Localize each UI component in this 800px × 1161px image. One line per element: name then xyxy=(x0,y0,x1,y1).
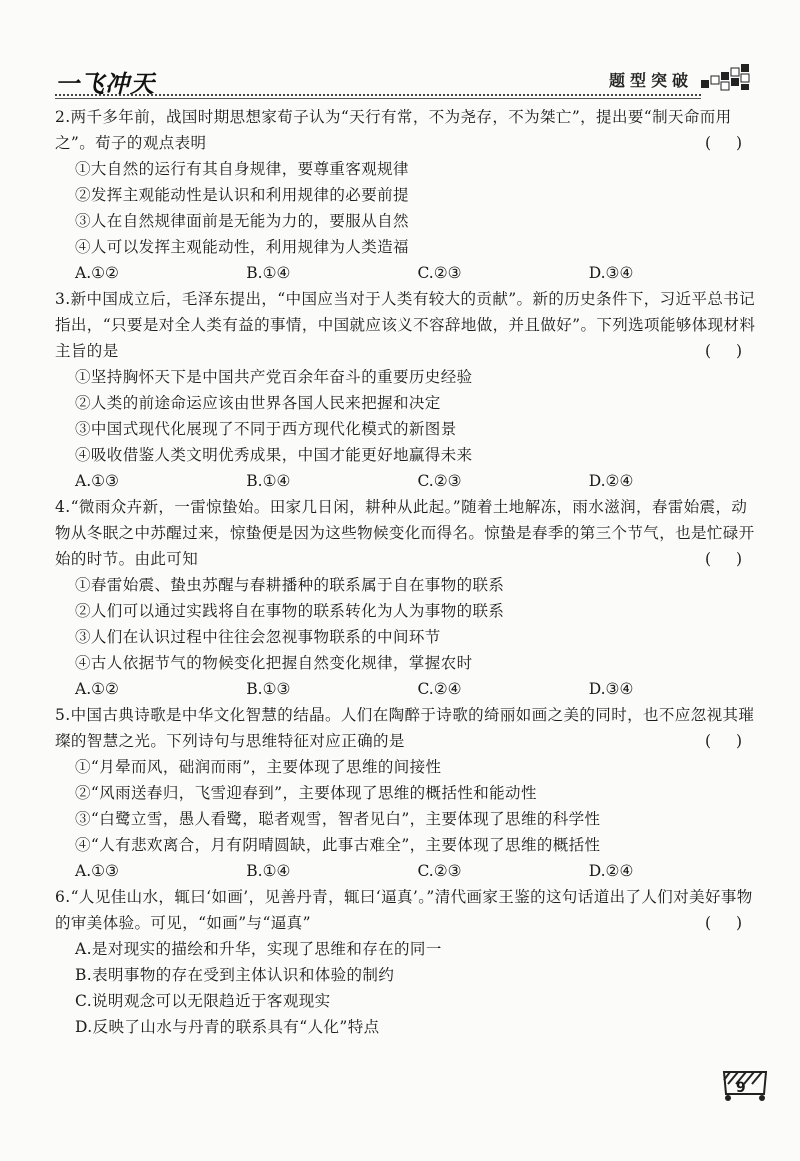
question-list xyxy=(55,104,760,1040)
answer-options xyxy=(55,858,760,884)
answer-option: D.③④ xyxy=(588,264,634,282)
question-stem-text: 5.中国古典诗歌是中华文化智慧的结晶。人们在陶醉于诗歌的绮丽如画之美的同时，也不应忽视其璀璨的智慧之光。下列诗句与思维特征对应正确的是 xyxy=(55,706,755,750)
answer-blank: ( ) xyxy=(704,732,752,750)
statement-item: D.反映了山水与丹青的联系具有“人化”特点 xyxy=(75,1018,380,1036)
answer-options xyxy=(55,468,760,494)
question-stem xyxy=(55,286,760,364)
brand-logo: 一飞冲天 xyxy=(55,70,155,98)
answer-options xyxy=(55,676,760,702)
answer-option: B.①④ xyxy=(246,264,291,282)
answer-option: C.②③ xyxy=(417,264,462,282)
page-number: 9 xyxy=(736,1080,746,1096)
answer-option: D.②④ xyxy=(588,862,634,880)
header-solid-rule xyxy=(55,98,701,99)
statement-item: ③人在自然规律面前是无能为力的，要服从自然 xyxy=(75,212,409,230)
answer-blank: ( ) xyxy=(704,342,752,360)
page-header xyxy=(55,62,755,102)
statement-item: ①坚持胸怀天下是中国共产党百余年奋斗的重要历史经验 xyxy=(75,368,473,386)
statement-item: ②人们可以通过实践将自在事物的联系转化为人为事物的联系 xyxy=(75,602,505,620)
statement-item: ④吸收借鉴人类文明优秀成果，中国才能更好地赢得未来 xyxy=(75,446,473,464)
answer-option: C.②③ xyxy=(417,472,462,490)
answer-option: A.①③ xyxy=(75,862,119,880)
answer-option: B.①④ xyxy=(246,472,291,490)
question-block xyxy=(55,702,760,884)
checker-blocks-icon xyxy=(699,62,755,92)
question-block xyxy=(55,104,760,286)
question-stem xyxy=(55,494,760,572)
answer-option: B.①④ xyxy=(246,862,291,880)
answer-blank: ( ) xyxy=(704,550,752,568)
statement-item: ①大自然的运行有其自身规律，要尊重客观规律 xyxy=(75,160,409,178)
statement-item: ④“人有悲欢离合，月有阴晴圆缺，此事古难全”，主要体现了思维的概括性 xyxy=(75,836,601,854)
question-stem xyxy=(55,884,760,936)
section-title: 题型突破 xyxy=(608,71,693,90)
statement-item: ③中国式现代化展现了不同于西方现代化模式的新图景 xyxy=(75,420,457,438)
statement-item: ②人类的前途命运应该由世界各国人民来把握和决定 xyxy=(75,394,441,412)
statement-item: ③人们在认识过程中往往会忽视事物联系的中间环节 xyxy=(75,628,441,646)
question-stem-text: 4.“微雨众卉新，一雷惊蛰始。田家几日闲，耕种从此起。”随着土地解冻，雨水滋润，春雷始震，动物从冬眠之中苏醒过来，惊蛰便是因为这些物候变化而得名。惊蛰是春季的第三个节气，也是忙碌开始的时节。由此可知 xyxy=(55,498,755,568)
statement-item: ①“月晕而风，础润而雨”，主要体现了思维的间接性 xyxy=(75,758,442,776)
statement-item: ④人可以发挥主观能动性，利用规律为人类造福 xyxy=(75,238,409,256)
statement-item: A.是对现实的描绘和升华，实现了思维和存在的同一 xyxy=(75,940,442,958)
statement-item: ①春雷始震、蛰虫苏醒与春耕播种的联系属于自在事物的联系 xyxy=(75,576,505,594)
question-stem xyxy=(55,104,760,156)
header-dotted-rule xyxy=(55,94,701,96)
question-stem xyxy=(55,702,760,754)
answer-option: C.②④ xyxy=(417,680,462,698)
statement-item: ②“风雨送春归，飞雪迎春到”，主要体现了思维的概括性和能动性 xyxy=(75,784,537,802)
answer-blank: ( ) xyxy=(704,134,752,152)
answer-option: D.②④ xyxy=(588,472,634,490)
statement-item: C.说明观念可以无限趋近于客观现实 xyxy=(75,992,331,1010)
question-block xyxy=(55,494,760,702)
answer-option: A.①③ xyxy=(75,472,119,490)
answer-option: A.①② xyxy=(75,264,119,282)
answer-option: C.②③ xyxy=(417,862,462,880)
question-stem-text: 2.两千多年前，战国时期思想家荀子认为“天行有常，不为尧存，不为桀亡”，提出要“制天命而用之”。荀子的观点表明 xyxy=(55,108,732,152)
answer-option: A.①② xyxy=(75,680,119,698)
question-block xyxy=(55,884,760,1040)
question-stem-text: 6.“人见佳山水，辄曰‘如画’，见善丹青，辄曰‘逼真’。”清代画家王鉴的这句话道出了人们对美好事物的审美体验。可见，“如画”与“逼真” xyxy=(55,888,753,932)
statement-item: ④古人依据节气的物候变化把握自然变化规律，掌握农时 xyxy=(75,654,473,672)
statement-item: ③“白鹭立雪，愚人看鹭，聪者观雪，智者见白”，主要体现了思维的科学性 xyxy=(75,810,601,828)
question-block xyxy=(55,286,760,494)
answer-option: D.③④ xyxy=(588,680,634,698)
question-stem-text: 3.新中国成立后，毛泽东提出，“中国应当对于人类有较大的贡献”。新的历史条件下，习近平总书记指出，“只要是对全人类有益的事情，中国就应该义不容辞地做，并且做好”。下列选项能够体现材料主旨的是 xyxy=(55,290,756,360)
answer-options xyxy=(55,260,760,286)
answer-blank: ( ) xyxy=(704,914,752,932)
answer-option: B.①③ xyxy=(246,680,291,698)
statement-item: ②发挥主观能动性是认识和利用规律的必要前提 xyxy=(75,186,409,204)
statement-item: B.表明事物的存在受到主体认识和体验的制约 xyxy=(75,966,395,984)
